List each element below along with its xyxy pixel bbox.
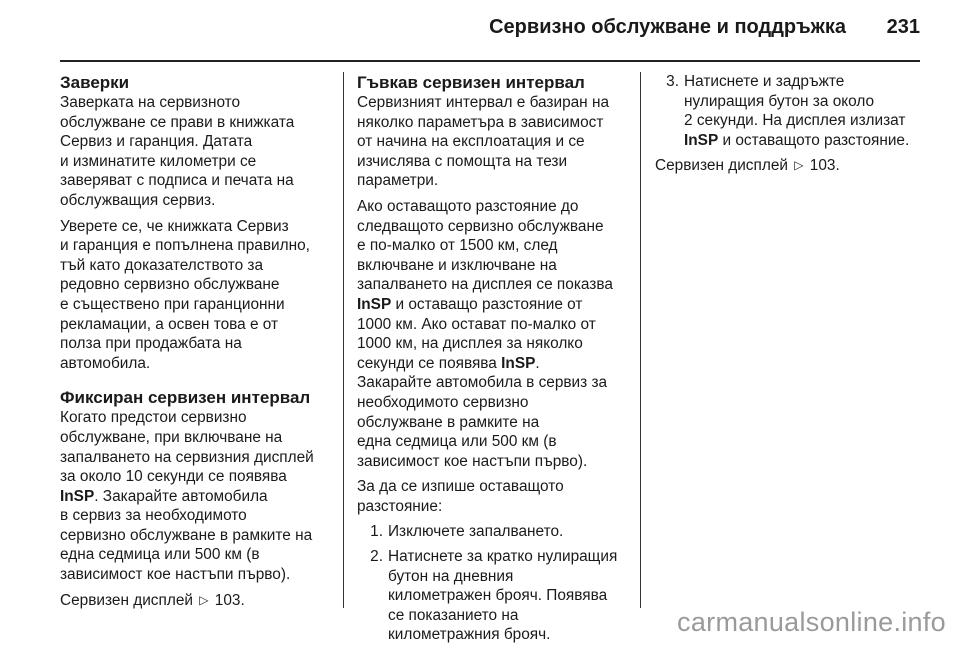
watermark: carmanualsonline.info xyxy=(677,607,946,637)
text-line: обслужване, при включване на xyxy=(60,428,283,446)
paragraph xyxy=(357,197,630,471)
column-divider xyxy=(343,72,344,608)
step-text xyxy=(388,547,617,645)
insp-code: InSP xyxy=(60,487,95,505)
text-line: е съществено при гаранционни xyxy=(60,295,285,313)
header-rule xyxy=(60,60,920,62)
text-line: запалването на сервизния дисплей xyxy=(60,448,314,466)
text-line: обслужване в рамките на xyxy=(357,413,540,431)
text-line: в сервиз за необходимото xyxy=(60,507,247,525)
text-line: обслужващия сервиз. xyxy=(60,191,216,209)
text-fragment: секунди се появява xyxy=(357,354,502,372)
text-line: и изминатите километри се xyxy=(60,152,257,170)
text-line: нулиращия бутон за около xyxy=(684,92,875,110)
text-line: се показанието на xyxy=(388,606,519,624)
text-line: от начина на експлоатация и се xyxy=(357,133,585,151)
text-line: редовно сервизно обслужване xyxy=(60,276,280,294)
reference-page: 103. xyxy=(214,591,245,609)
text-line: разстояние: xyxy=(357,497,443,515)
text-line: Натиснете за кратко нулиращия xyxy=(388,548,618,566)
text-line: Натиснете и задръжте xyxy=(684,73,845,90)
step-number: 2. xyxy=(370,548,383,566)
text-line: автомобила. xyxy=(60,354,151,372)
paragraph xyxy=(60,217,332,374)
text-fragment: . xyxy=(535,354,540,372)
header-title: Сервизно обслужване и поддръжка xyxy=(489,16,846,38)
text-line: следващото сервизно обслужване xyxy=(357,217,604,235)
text-line: една седмица или 500 км (в xyxy=(60,546,260,564)
section-heading-fixed-interval: Фиксиран сервизен интервал xyxy=(60,388,311,408)
text-line: 1000 км. Ако остават по-малко от xyxy=(357,315,596,333)
steps-list xyxy=(357,522,630,645)
insp-code: InSP xyxy=(357,295,392,313)
text-line: Изключете запалването. xyxy=(388,523,564,541)
text-line: изчислява с помощта на тези xyxy=(357,152,568,170)
column-1 xyxy=(60,72,332,616)
text-line: сервизно обслужване в рамките на xyxy=(60,526,313,544)
column-2 xyxy=(357,72,630,651)
column-3 xyxy=(655,72,925,182)
list-item xyxy=(357,547,630,645)
paragraph xyxy=(357,93,630,191)
text-line: Когато предстои сервизно xyxy=(60,409,247,427)
reference-text: Сервизен дисплей xyxy=(655,157,788,175)
step-number: 1. xyxy=(370,523,383,541)
text-line: полза при продажбата на xyxy=(60,335,242,353)
text-line: тъй като доказателството за xyxy=(60,256,264,274)
section-heading-zaverki: Заверки xyxy=(60,73,130,92)
text-line xyxy=(684,131,909,151)
text-line: 1000 км, на дисплея за няколко xyxy=(357,335,583,353)
text-line: запалването на дисплея се показва xyxy=(357,276,613,294)
text-line: За да се изпише оставащото xyxy=(357,478,564,496)
reference-text: Сервизен дисплей xyxy=(60,591,193,609)
page-number: 231 xyxy=(886,16,920,38)
text-line: рекламации, а освен това е от xyxy=(60,315,279,333)
cross-reference[interactable] xyxy=(60,591,332,611)
text-line: зависимост кое настъпи първо). xyxy=(60,566,291,584)
steps-list xyxy=(655,72,925,150)
reference-page: 103. xyxy=(809,157,840,175)
text-line: е по-малко от 1500 км, след xyxy=(357,237,558,255)
paragraph xyxy=(60,93,332,211)
text-line: и гаранция е попълнена правилно, xyxy=(60,237,310,255)
text-line: Уверете се, че книжката Сервиз xyxy=(60,217,289,235)
paragraph xyxy=(357,477,630,516)
text-line: бутон на дневния xyxy=(388,567,514,585)
page-header xyxy=(60,16,920,44)
text-line: една седмица или 500 км (в xyxy=(357,433,557,451)
text-line: необходимото сервизно xyxy=(357,393,529,411)
text-line: няколко параметъра в зависимост xyxy=(357,113,604,131)
text-line xyxy=(60,487,332,507)
insp-code: InSP xyxy=(684,131,719,149)
text-line: зависимост кое настъпи първо). xyxy=(357,452,588,470)
text-fragment: . Закарайте автомобила xyxy=(94,487,268,505)
text-line: 2 секунди. На дисплея излизат xyxy=(684,112,906,130)
list-item xyxy=(655,72,925,150)
cross-reference[interactable] xyxy=(655,156,925,176)
text-fragment: и оставащото разстояние. xyxy=(718,131,910,149)
text-line: километражния брояч. xyxy=(388,626,551,644)
text-line: Сервизният интервал е базиран на xyxy=(357,94,610,111)
column-divider xyxy=(640,72,641,608)
text-line: Сервиз и гаранция. Датата xyxy=(60,133,253,151)
text-line: Заверката на сервизното xyxy=(60,94,241,111)
section-heading-flexible-interval: Гъвкав сервизен интервал xyxy=(357,73,585,92)
text-line: включване и изключване на xyxy=(357,256,557,274)
text-line: Закарайте автомобила в сервиз за xyxy=(357,374,608,392)
step-text xyxy=(388,522,563,542)
arrow-right-icon: ▷ xyxy=(794,158,804,173)
text-line: Ако оставащото разстояние до xyxy=(357,197,579,215)
text-line: обслужване се прави в книжката xyxy=(60,113,295,131)
text-line: заверяват с подписа и печата на xyxy=(60,172,294,190)
paragraph xyxy=(60,408,332,584)
list-item xyxy=(357,522,630,542)
text-line xyxy=(357,354,630,374)
arrow-right-icon: ▷ xyxy=(199,592,209,607)
text-line: за около 10 секунди се появява xyxy=(60,468,287,486)
text-line: километражен брояч. Появява xyxy=(388,587,608,605)
step-text xyxy=(684,72,909,150)
step-number: 3. xyxy=(666,73,679,90)
insp-code: InSP xyxy=(501,354,536,372)
text-line: параметри. xyxy=(357,172,439,190)
text-line xyxy=(357,295,630,315)
text-fragment: и оставащо разстояние от xyxy=(391,295,583,313)
